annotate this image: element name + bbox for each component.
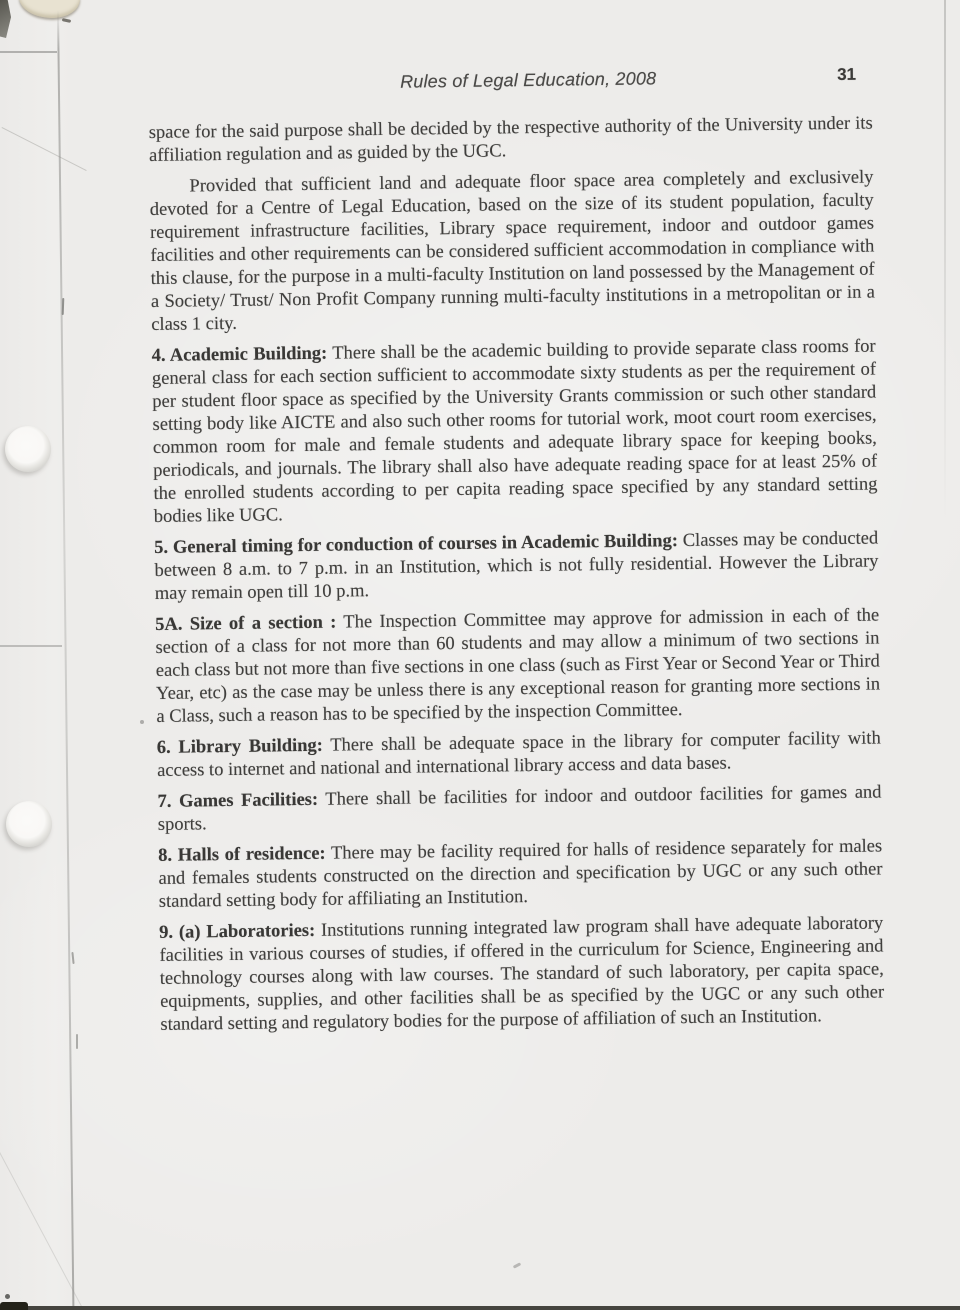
ink-speck <box>513 1262 521 1268</box>
ink-speck <box>140 720 144 724</box>
horizontal-crease-top <box>0 51 57 53</box>
section-5-general-timing <box>154 527 879 605</box>
section-4-academic-building <box>152 335 878 528</box>
running-title: Rules of Legal Education, 2008 <box>399 68 657 92</box>
vertical-crease-right <box>944 0 946 520</box>
section-text: Provided that sufficient land and adequate floor space area completely and exclusively devoted for a Centre of Legal Education, based on the size of its student population, faculty requirement infrastructure facilities, Library space requirement, indoor and outdoor games facilities and other requirements can be considered sufficient accommodation in compliance with this clause, for the purpose in a multi-faculty Institution on land possessed by the Management of a Society/ Trust/ Non Profit Company running multi-faculty institutions in a metropolitan or in a class 1 city. <box>149 167 876 335</box>
diagonal-crease-bottom-left <box>0 1152 82 1307</box>
section-label: 6. Library Building: <box>156 735 324 758</box>
ink-speck <box>71 952 74 964</box>
section-text: There shall be adequate space in the library for computer facility with access to internet and national and international library access and data bases. <box>156 728 881 781</box>
punch-hole-top <box>5 426 51 472</box>
section-9a-laboratories <box>159 912 884 1036</box>
vertical-fold-crease <box>57 10 74 1310</box>
section-text: There shall be facilities for indoor and outdoor facilities for games and sports. <box>157 782 882 835</box>
section-label: 4. Academic Building: <box>151 343 328 366</box>
section-text: Classes may be conducted between 8 a.m. to 7 p.m. in an Institution, which is not fully residential. However the Library may remain open till 10 p.m. <box>154 528 879 604</box>
page-header <box>148 65 872 100</box>
section-text: There shall be the academic building to provide separate class rooms for general class for each section sufficient to accommodate sixty students as per the requirement of per student floor space as specified by the University Grants commission or such other standard setting body like AICTE and also such other rooms for tutorial work, moot court room exercises, common room for male and female students and adequate library space for keeping books, periodicals, and journals. The library shall also have adequate reading space for at least 25% of the enrolled students according to per capita reading space specified by any standard setting bodies like UGC. <box>151 336 878 527</box>
scan-bottom-edge-corner <box>0 1302 28 1310</box>
section-7-games-facilities <box>157 781 882 836</box>
section-8-halls-of-residence <box>158 835 883 913</box>
diagonal-crease-top-left <box>2 127 87 171</box>
section-6-library-building <box>157 727 882 782</box>
document-text-block <box>148 65 885 1045</box>
page-number: 31 <box>837 64 857 84</box>
section-text: Institutions running integrated law program shall have adequate laboratory facilities in various courses of studies, if offered in the curriculum for Science, Engineering and technology courses along with law courses. The standard of such laboratory, per capita space, equipments, supplies, and other facilities shall be as specified by the UGC or any such other standard setting and regulatory bodies for the purpose of affiliation of such an Institution. <box>159 913 885 1035</box>
scan-dark-corner-artifact <box>0 0 11 38</box>
section-text: There may be facility required for halls of residence separately for males and females students constructed on the direction and specification by UGC or any such other standard setting body for affiliating an Institution. <box>158 836 883 912</box>
section-label: 5. General timing for conduction of courses in Academic Building: <box>154 531 679 558</box>
paragraph-continuation <box>149 113 874 168</box>
ink-speck <box>62 18 71 23</box>
section-label: 5A. Size of a section : <box>155 612 337 635</box>
paragraph-proviso <box>149 167 875 337</box>
section-text: space for the said purpose shall be decided by the respective authority of the University under its affiliation regulation and as guided by the UGC. <box>148 113 873 166</box>
section-label: 8. Halls of residence: <box>158 843 326 866</box>
scan-bottom-edge <box>0 1306 960 1310</box>
section-text: The Inspection Committee may approve for admission in each of the section of a class for not more than 60 students and may allow a minimum of two sections in each class but not more than five sections in one class (such as First Year or Second Year or Third Year, etc) as the case may be unless there is any exceptional reason for granting more sections in a Class, such a reason has to be specified by the inspection Committee. <box>155 605 881 727</box>
punch-hole-bottom <box>6 801 52 847</box>
horizontal-crease-middle <box>0 645 62 647</box>
section-label: 9. (a) Laboratories: <box>159 920 316 943</box>
ink-speck <box>76 1034 78 1049</box>
ink-speck <box>5 1294 10 1299</box>
section-5a-size-of-section <box>155 604 880 728</box>
section-label: 7. Games Facilities: <box>157 789 319 812</box>
torn-paper-fragment <box>19 0 80 18</box>
